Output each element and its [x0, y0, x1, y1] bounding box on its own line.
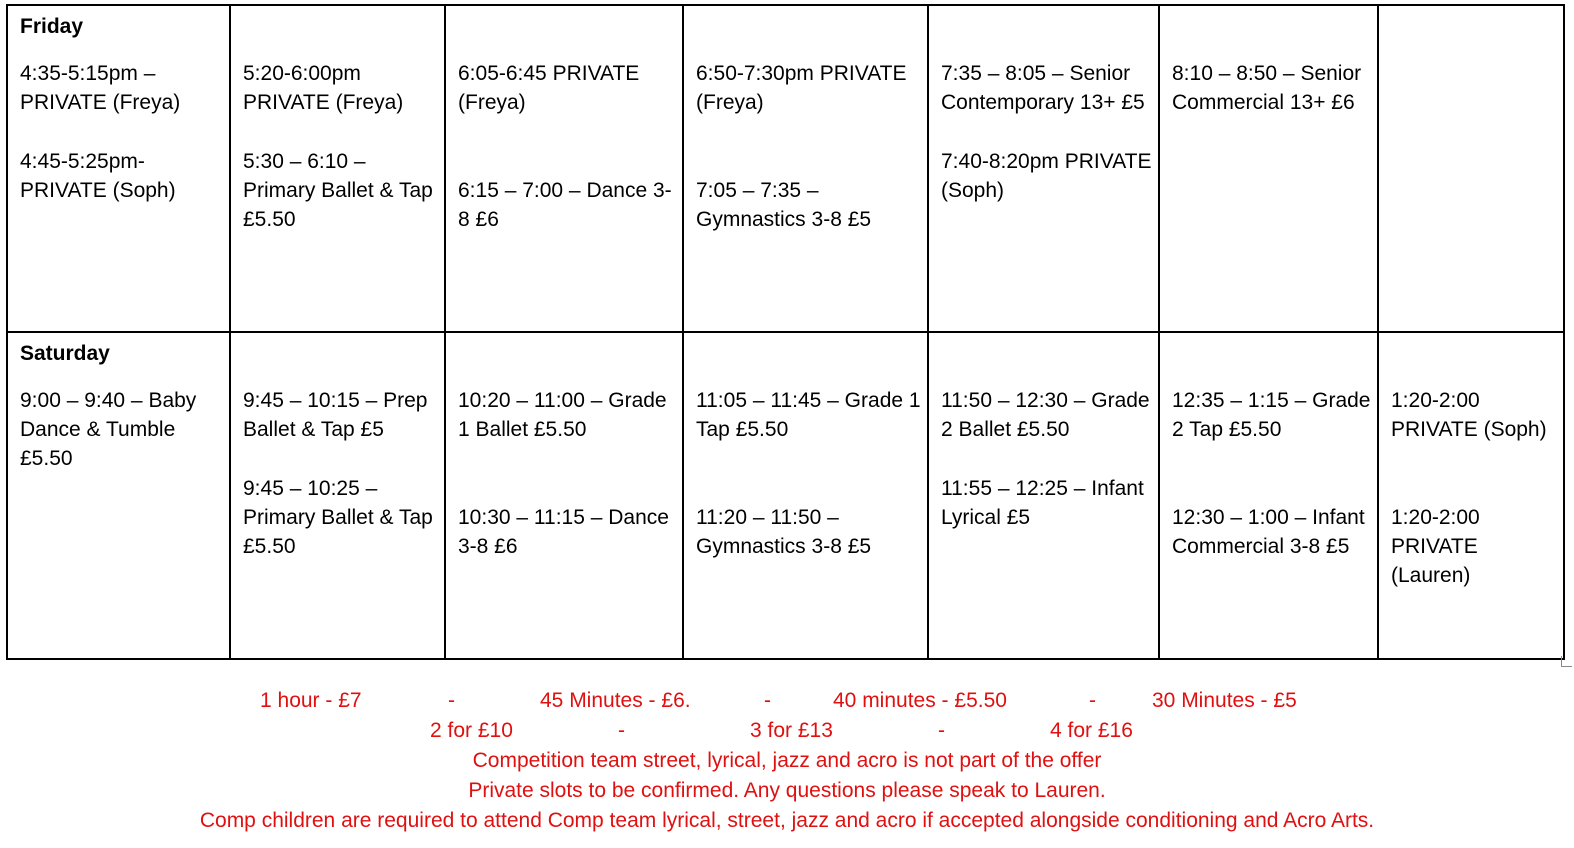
offer-row — [0, 716, 1574, 746]
class-slot: 11:20 – 11:50 – Gymnastics 3-8 £5 — [696, 506, 872, 558]
class-slot: 10:30 – 11:15 – Dance 3-8 £6 — [458, 506, 669, 558]
friday-row — [7, 5, 1564, 332]
class-slot: 9:00 – 9:40 – Baby Dance & Tumble £5.50 — [20, 389, 197, 470]
friday-cell-1 — [7, 5, 230, 332]
day-label-friday: Friday — [20, 15, 84, 38]
class-slot: 11:05 – 11:45 – Grade 1 Tap £5.50 — [696, 389, 921, 441]
offer-item: 4 for £16 — [1050, 719, 1133, 742]
class-slot: 5:20-6:00pm PRIVATE (Freya) — [243, 62, 404, 114]
offer-item: 2 for £10 — [430, 719, 513, 742]
price-row — [0, 686, 1574, 716]
private-slots-note: Private slots to be confirmed. Any questions please speak to Lauren. — [468, 779, 1106, 802]
price-item: 30 Minutes - £5 — [1152, 689, 1297, 712]
saturday-cell-6 — [1159, 332, 1378, 659]
comp-children-note: Comp children are required to attend Comp team lyrical, street, jazz and acro if accepted alongside conditioning and Acro Arts. — [199, 809, 1375, 832]
friday-cell-2 — [230, 5, 445, 332]
offer-note: Competition team street, lyrical, jazz and acro is not part of the offer — [472, 749, 1102, 772]
table-corner-marker — [1561, 656, 1572, 667]
class-slot: 12:35 – 1:15 – Grade 2 Tap £5.50 — [1172, 389, 1371, 441]
price-item: 1 hour - £7 — [260, 689, 362, 712]
price-item: 45 Minutes - £6. — [540, 689, 691, 712]
saturday-row — [7, 332, 1564, 659]
class-slot: 4:35-5:15pm – PRIVATE (Freya) — [20, 62, 181, 114]
saturday-cell-4 — [683, 332, 928, 659]
separator: - — [938, 719, 945, 742]
class-slot: 7:05 – 7:35 – Gymnastics 3-8 £5 — [696, 179, 872, 231]
pricing-footer — [0, 686, 1574, 836]
class-slot: 5:30 – 6:10 – Primary Ballet & Tap £5.50 — [243, 150, 433, 231]
saturday-cell-7 — [1378, 332, 1564, 659]
friday-cell-4 — [683, 5, 928, 332]
class-slot: 7:40-8:20pm PRIVATE (Soph) — [941, 150, 1152, 202]
class-slot: 7:35 – 8:05 – Senior Contemporary 13+ £5 — [941, 62, 1145, 114]
saturday-cell-1 — [7, 332, 230, 659]
offer-item: 3 for £13 — [750, 719, 833, 742]
class-slot: 11:50 – 12:30 – Grade 2 Ballet £5.50 — [941, 389, 1150, 441]
saturday-cell-5 — [928, 332, 1159, 659]
class-slot: 10:20 – 11:00 – Grade 1 Ballet £5.50 — [458, 389, 667, 441]
class-slot: 8:10 – 8:50 – Senior Commercial 13+ £6 — [1172, 62, 1362, 114]
separator: - — [1089, 689, 1096, 712]
timetable — [6, 4, 1565, 660]
class-slot: 1:20-2:00 PRIVATE (Soph) — [1391, 389, 1547, 441]
saturday-cell-2 — [230, 332, 445, 659]
class-slot: 6:15 – 7:00 – Dance 3-8 £6 — [458, 179, 672, 231]
price-item: 40 minutes - £5.50 — [833, 689, 1007, 712]
class-slot: 6:50-7:30pm PRIVATE (Freya) — [696, 62, 907, 114]
class-slot: 1:20-2:00 PRIVATE (Lauren) — [1391, 506, 1480, 587]
day-label-saturday: Saturday — [20, 342, 110, 365]
separator: - — [764, 689, 771, 712]
class-slot: 9:45 – 10:25 – Primary Ballet & Tap £5.50 — [243, 477, 433, 558]
friday-cell-6 — [1159, 5, 1378, 332]
friday-cell-7 — [1378, 5, 1564, 332]
separator: - — [448, 689, 455, 712]
friday-cell-3 — [445, 5, 683, 332]
class-slot: 6:05-6:45 PRIVATE (Freya) — [458, 62, 640, 114]
saturday-cell-3 — [445, 332, 683, 659]
separator: - — [618, 719, 625, 742]
class-slot: 12:30 – 1:00 – Infant Commercial 3-8 £5 — [1172, 506, 1365, 558]
class-slot: 4:45-5:25pm- PRIVATE (Soph) — [20, 150, 176, 202]
class-slot: 9:45 – 10:15 – Prep Ballet & Tap £5 — [243, 389, 428, 441]
class-slot: 11:55 – 12:25 – Infant Lyrical £5 — [941, 477, 1144, 529]
friday-cell-5 — [928, 5, 1159, 332]
